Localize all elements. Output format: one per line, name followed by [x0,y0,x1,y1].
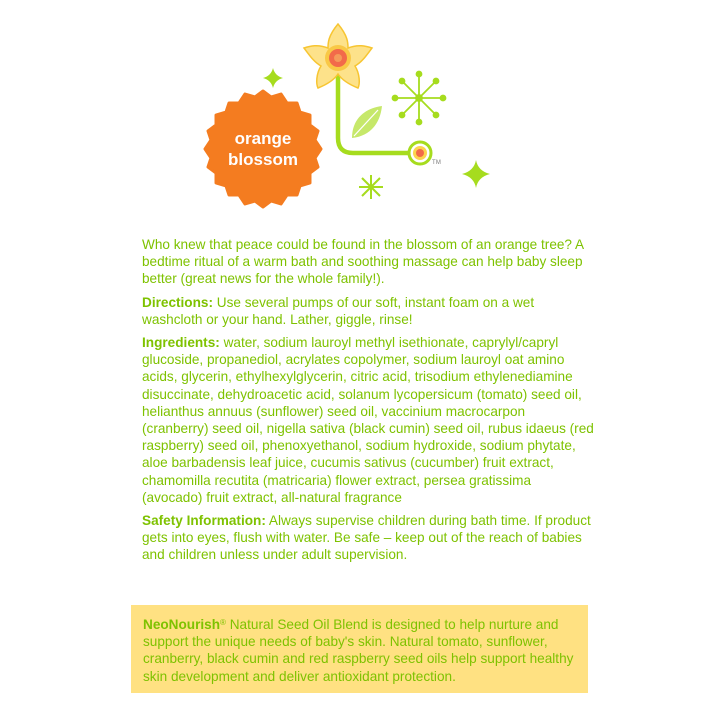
directions-label: Directions: [142,294,214,310]
badge-line-2: blossom [228,150,298,169]
snowflake-icon [393,72,446,125]
leaf-icon [352,106,382,138]
intro-paragraph: Who knew that peace could be found in the blossom of an orange tree? A bedtime ritual of a warm bath and soothing massage can help baby sleep better (great news for the whole family!). [142,237,584,287]
neonourish-brand: NeoNourish [143,617,221,632]
neonourish-text: Natural Seed Oil Blend is designed to help nurture and support the unique needs of baby's skin. Natural tomato, sunflower, cranberry, black cumin and red raspberry seed oils help support healthy skin development and deliver antioxidant protection. [143,617,574,684]
badge-line-1: orange [234,129,292,148]
safety-paragraph [142,512,594,564]
neonourish-callout [131,605,588,693]
badge-label [211,128,315,170]
snowflake-icon [359,175,383,199]
ingredients-label: Ingredients: [142,335,220,351]
safety-label: Safety Information: [142,513,266,529]
orange-blossom-illustration [0,0,720,230]
directions-paragraph [142,294,594,328]
trademark-mark: TM [432,160,442,166]
small-flower-icon [409,142,431,164]
directions-text: Use several pumps of our soft, instant foam on a wet washcloth or your hand. Lather, giggle, rinse! [142,294,535,327]
registered-mark: ® [220,618,226,627]
sparkle-icon [263,68,283,88]
sparkle-icon [462,160,490,188]
ingredients-paragraph [142,334,594,506]
product-description [142,236,594,570]
safety-text: Always supervise children during bath time. If product gets into eyes, flush with water. Be safe – keep out of the reach of babies and children unless under adult supervision. [142,513,591,563]
ingredients-text: water, sodium lauroyl methyl isethionate, caprylyl/capryl glucoside, propanediol, acrylates copolymer, sodium lauroyl oat amino acids, glycerin, ethylhexylglycerin, citric acid, trisodium ethylenediamine disuccinate, dehydroacetic acid, solanum lycopersicum (tomato) seed oil, helianthus annuus (sunflower) seed oil, vaccinium macrocarpon (cranberry) seed oil, nigella sativa (black cumin) seed oil, rubus idaeus (red raspberry) seed oil, phenoxyethanol, sodium hydroxide, sodium phytate, aloe barbadensis leaf juice, cucumis sativus (cucumber) fruit extract, chamomilla recutita (matricaria) flower extract, persea gratissima (avocado) fruit extract, all-natural fragrance [142,335,594,505]
